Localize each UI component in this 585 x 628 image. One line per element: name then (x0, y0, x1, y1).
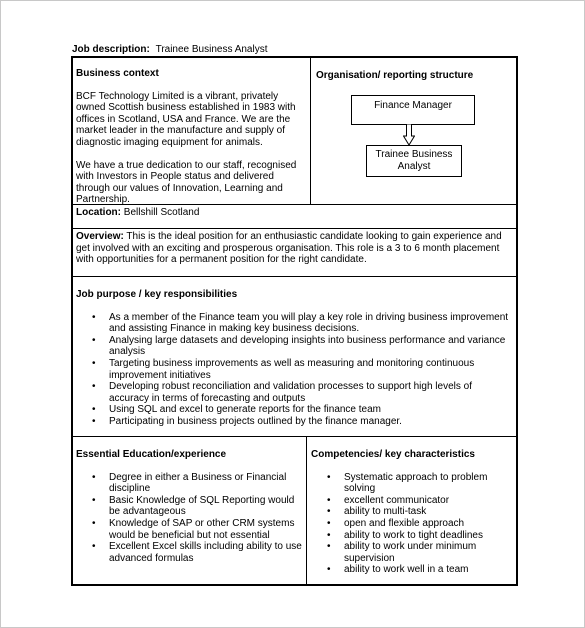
location-cell (76, 207, 516, 219)
competencies-cell (311, 449, 516, 576)
reporting-arrow-icon (403, 124, 415, 146)
list-item: • ability to work well in a team (311, 564, 516, 576)
title-value: Trainee Business Analyst (155, 44, 268, 55)
overview-label: Overview: (76, 231, 124, 242)
job-purpose-cell (76, 289, 513, 428)
list-item: • ability to multi-task (311, 506, 516, 518)
business-context-paragraph: BCF Technology Limited is a vibrant, privately owned Scottish business established in 1983 with offices in Scotland, USA and France. We are the market leader in the manufacture and supply of diagnostic imaging equipment for animals. (76, 90, 296, 148)
document-title (72, 44, 268, 56)
column-divider (306, 436, 307, 584)
list-item: • Analysing large datasets and developing insights into business performance and variance analysis (76, 335, 513, 358)
job-purpose-list (76, 312, 513, 428)
trainee-analyst-label-line2: Analyst (397, 160, 431, 172)
location-label: Location: (76, 207, 121, 218)
finance-manager-label: Finance Manager (374, 100, 452, 111)
list-item: • Using SQL and excel to generate reports for the finance team (76, 404, 513, 416)
competencies-heading: Competencies/ key characteristics (311, 449, 475, 460)
list-item: • open and flexible approach (311, 518, 516, 530)
list-item: • Degree in either a Business or Financial discipline (76, 472, 304, 495)
job-description-table (71, 56, 518, 586)
column-divider (310, 58, 311, 204)
location-value: Bellshill Scotland (123, 207, 200, 218)
job-purpose-heading: Job purpose / key responsibilities (76, 289, 238, 300)
list-item: • ability to work under minimum supervision (311, 541, 516, 564)
trainee-analyst-box (366, 145, 462, 177)
finance-manager-box (351, 95, 475, 125)
list-item: • Developing robust reconciliation and validation processes to support high levels of accuracy in terms of forecasting and outputs (76, 381, 513, 404)
row-divider (73, 436, 516, 437)
title-label: Job description: (72, 44, 150, 55)
overview-cell (76, 231, 516, 266)
row-divider (73, 204, 516, 205)
business-context-heading: Business context (76, 68, 159, 79)
list-item: • Participating in business projects outlined by the finance manager. (76, 416, 513, 428)
list-item: • Knowledge of SAP or other CRM systems would be beneficial but not essential (76, 518, 304, 541)
list-item: • excellent communicator (311, 495, 516, 507)
list-item: • Targeting business improvements as well as measuring and monitoring continuous improvement initiatives (76, 358, 513, 381)
list-item: • Systematic approach to problem solving (311, 472, 516, 495)
org-structure-heading: Organisation/ reporting structure (316, 70, 474, 81)
row-divider (73, 276, 516, 277)
overview-text: This is the ideal position for an enthusiastic candidate looking to gain experience and get involved with an exciting and prosperous organisation. This role is a 3 to 6 month placement with opportunities for a permanent position for the right candidate. (76, 231, 502, 266)
education-heading: Essential Education/experience (76, 449, 227, 460)
list-item: • Excellent Excel skills including ability to use advanced formulas (76, 541, 304, 564)
list-item: • Basic Knowledge of SQL Reporting would be advantageous (76, 495, 304, 518)
list-item: • ability to work to tight deadlines (311, 530, 516, 542)
competencies-list (311, 472, 516, 576)
business-context-cell (76, 68, 306, 206)
org-structure-cell (316, 70, 516, 82)
list-item: • As a member of the Finance team you will play a key role in driving business improvement and assisting Finance in making key business decisions. (76, 312, 513, 335)
business-context-paragraph: We have a true dedication to our staff, recognised with Investors in People status and delivered through our values of Innovation, Learning and Partnership. (76, 159, 297, 206)
trainee-analyst-label-line1: Trainee Business (375, 149, 453, 160)
education-list (76, 472, 304, 565)
row-divider (73, 228, 516, 229)
education-cell (76, 449, 304, 564)
